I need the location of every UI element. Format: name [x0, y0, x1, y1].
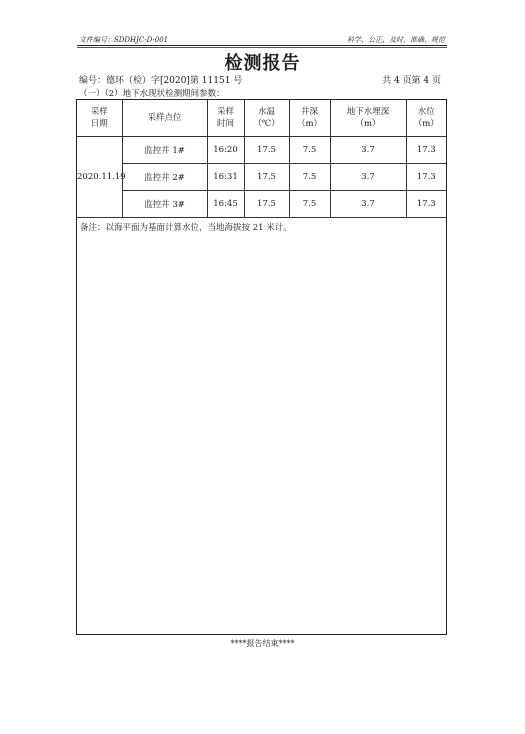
level-cell: 17.3	[406, 191, 446, 218]
remark-text: 备注：以海平面为基面计算水位，当地海拔按 21 米计。	[80, 223, 292, 233]
depth-cell: 7.5	[289, 191, 330, 218]
depth-cell: 7.5	[289, 164, 330, 191]
table-header-row	[77, 100, 446, 137]
location-cell: 监控井 2#	[122, 164, 207, 191]
temp-cell: 17.5	[244, 164, 289, 191]
table-row	[77, 191, 446, 218]
level-cell: 17.3	[406, 164, 446, 191]
sample-date-cell: 2020.11.19	[77, 137, 122, 218]
header-water-temp: 水温 （℃）	[244, 100, 289, 137]
groundwater-table	[77, 100, 446, 218]
header-water-level: 水位 （m）	[406, 100, 446, 137]
motto: 科学、公正、及时、准确、规范	[347, 36, 445, 44]
table-row	[77, 137, 446, 164]
time-cell: 16:20	[207, 137, 244, 164]
burial-cell: 3.7	[330, 164, 406, 191]
file-code: 文件编号：SDDHJC-D-001	[79, 36, 169, 44]
depth-cell: 7.5	[289, 137, 330, 164]
temp-cell: 17.5	[244, 137, 289, 164]
page-title: 检测报告	[224, 53, 301, 74]
time-cell: 16:45	[207, 191, 244, 218]
time-cell: 16:31	[207, 164, 244, 191]
location-cell: 监控井 1#	[122, 137, 207, 164]
section-title: （一）（2）地下水现状检测期间参数：	[79, 89, 225, 99]
report-number: 编号：德环（检）字[2020]第 11151 号	[79, 76, 243, 86]
burial-cell: 3.7	[330, 137, 406, 164]
page-count: 共 4 页第 4 页	[382, 76, 441, 86]
level-cell: 17.3	[406, 137, 446, 164]
header-well-depth: 井深 （m）	[289, 100, 330, 137]
header-location: 采样点位	[122, 100, 207, 137]
burial-cell: 3.7	[330, 191, 406, 218]
header-rule	[77, 45, 447, 46]
header-rule-thin	[77, 47, 447, 48]
table-frame	[76, 99, 447, 635]
header-sample-date: 采样 日期	[77, 100, 122, 137]
temp-cell: 17.5	[244, 191, 289, 218]
table-row	[77, 164, 446, 191]
location-cell: 监控井 3#	[122, 191, 207, 218]
report-end-marker: ****报告结束****	[230, 639, 295, 648]
header-sample-time: 采样 时间	[207, 100, 244, 137]
header-burial-depth: 地下水埋深 （m）	[330, 100, 406, 137]
